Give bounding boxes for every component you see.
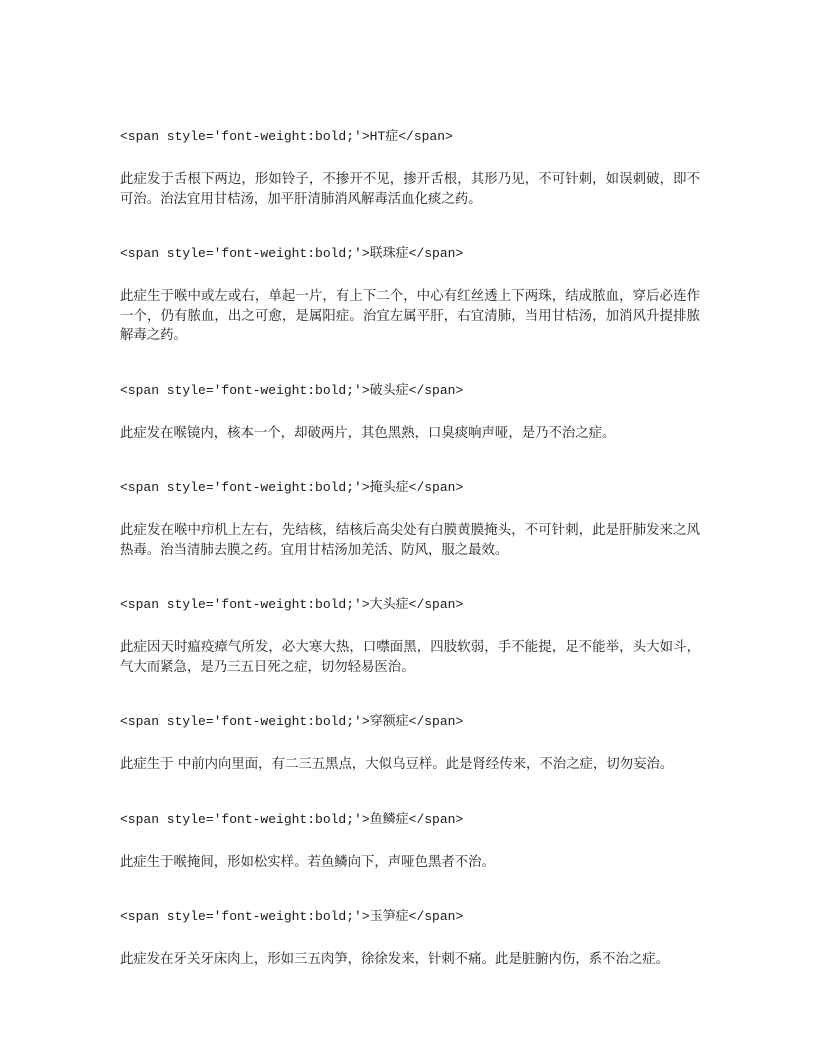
entry-yusun [120,908,700,970]
entry-text: 此症生于 中前内向里面，有二三五黑点，大似乌豆样。此是肾经传来，不治之症，切勿妄治。 [120,757,674,772]
entry-heading: <span style='font-weight:bold;'>破头症</span> [120,382,464,398]
entry-text: 此症生于喉中或左或右，单起一片，有上下二个，中心有红丝透上下两珠，结成脓血，穿后必连作一个，仍有脓血，出之可愈，是属阳症。治宜左属平肝，右宜清肺，当用甘桔汤，加消风升提排脓解毒之药。 [120,289,700,343]
entry-yantou [120,479,700,560]
entry-potou [120,382,700,444]
entry-heading: <span style='font-weight:bold;'>掩头症</span> [120,480,464,495]
entry-text: 此症发在喉中疖机上左右，先结核，结核后高尖处有白膜黄膜掩头，不可针刺，此是肝肺发来之风热毒。治当清肺去膜之药。宜用甘桔汤加羌活、防风，服之最效。 [120,523,700,558]
entry-text: 此症发在牙关牙床肉上，形如三五肉笋，徐徐发来，针刺不痛。此是脏腑内伤，系不治之症。 [120,952,670,967]
entry-lianzhu [120,245,700,346]
entry-text: 此症发于舌根下两边，形如铃子，不掺开不见，掺开舌根，其形乃见，不可针刺，如误刺破，即不可治。治法宜用甘桔汤，加平肝清肺消风解毒活血化痰之药。 [120,172,700,207]
entry-chuane [120,713,700,775]
entry-heading: <span style='font-weight:bold;'>玉笋症</span> [120,909,464,924]
entry-text: 此症因天时瘟疫瘴气所发，必大寒大热，口噤面黑，四肢软弱，手不能提，足不能举，头大如斗，气大而紧急，是乃三五日死之症，切勿轻易医治。 [120,640,700,675]
entry-heading: <span style='font-weight:bold;'>穿额症</span> [120,714,464,729]
document-page [120,128,700,1006]
entry-heading: <span style='font-weight:bold;'>鱼鳞症</span> [120,811,464,827]
entry-heading: <span style='font-weight:bold;'>联珠症</span> [120,246,464,261]
entry-text: 此症生于喉掩间，形如松实样。若鱼鳞向下，声哑色黑者不治。 [120,854,495,870]
entry-datou [120,596,700,677]
entry-heading: <span style='font-weight:bold;'>大头症</span> [120,597,464,612]
entry-text: 此症发在喉镜内，核本一个，却破两片，其色黑熟，口臭痰响声哑，是乃不治之症。 [120,425,616,441]
entry-ht [120,128,700,209]
entry-heading: <span style='font-weight:bold;'>HT症</span> [120,129,453,144]
entry-yulin [120,811,700,873]
